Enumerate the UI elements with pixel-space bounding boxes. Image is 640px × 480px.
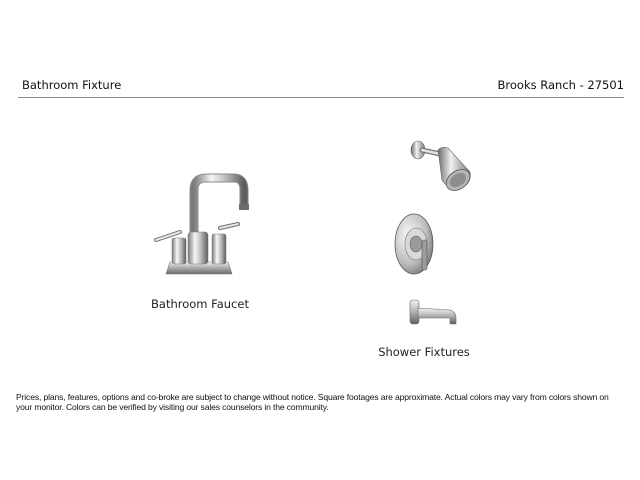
shower-fixtures-caption: Shower Fixtures [378, 345, 470, 359]
bathroom-faucet-image [150, 172, 250, 280]
shower-head-image [406, 134, 476, 192]
tub-spout-image [406, 298, 460, 328]
bathroom-faucet-caption: Bathroom Faucet [151, 297, 249, 311]
disclaimer-text: Prices, plans, features, options and co-broke are subject to change without notice. Square footages are approximate. Actual colors may vary from colors shown on your monitor. Colors can be verified by visiting our sales counselors in the community. [16, 392, 609, 412]
shower-valve-image [392, 212, 440, 276]
page-title: Bathroom Fixture [22, 78, 122, 92]
community-name: Brooks Ranch - 27501 [497, 78, 624, 92]
header-divider [18, 97, 624, 98]
